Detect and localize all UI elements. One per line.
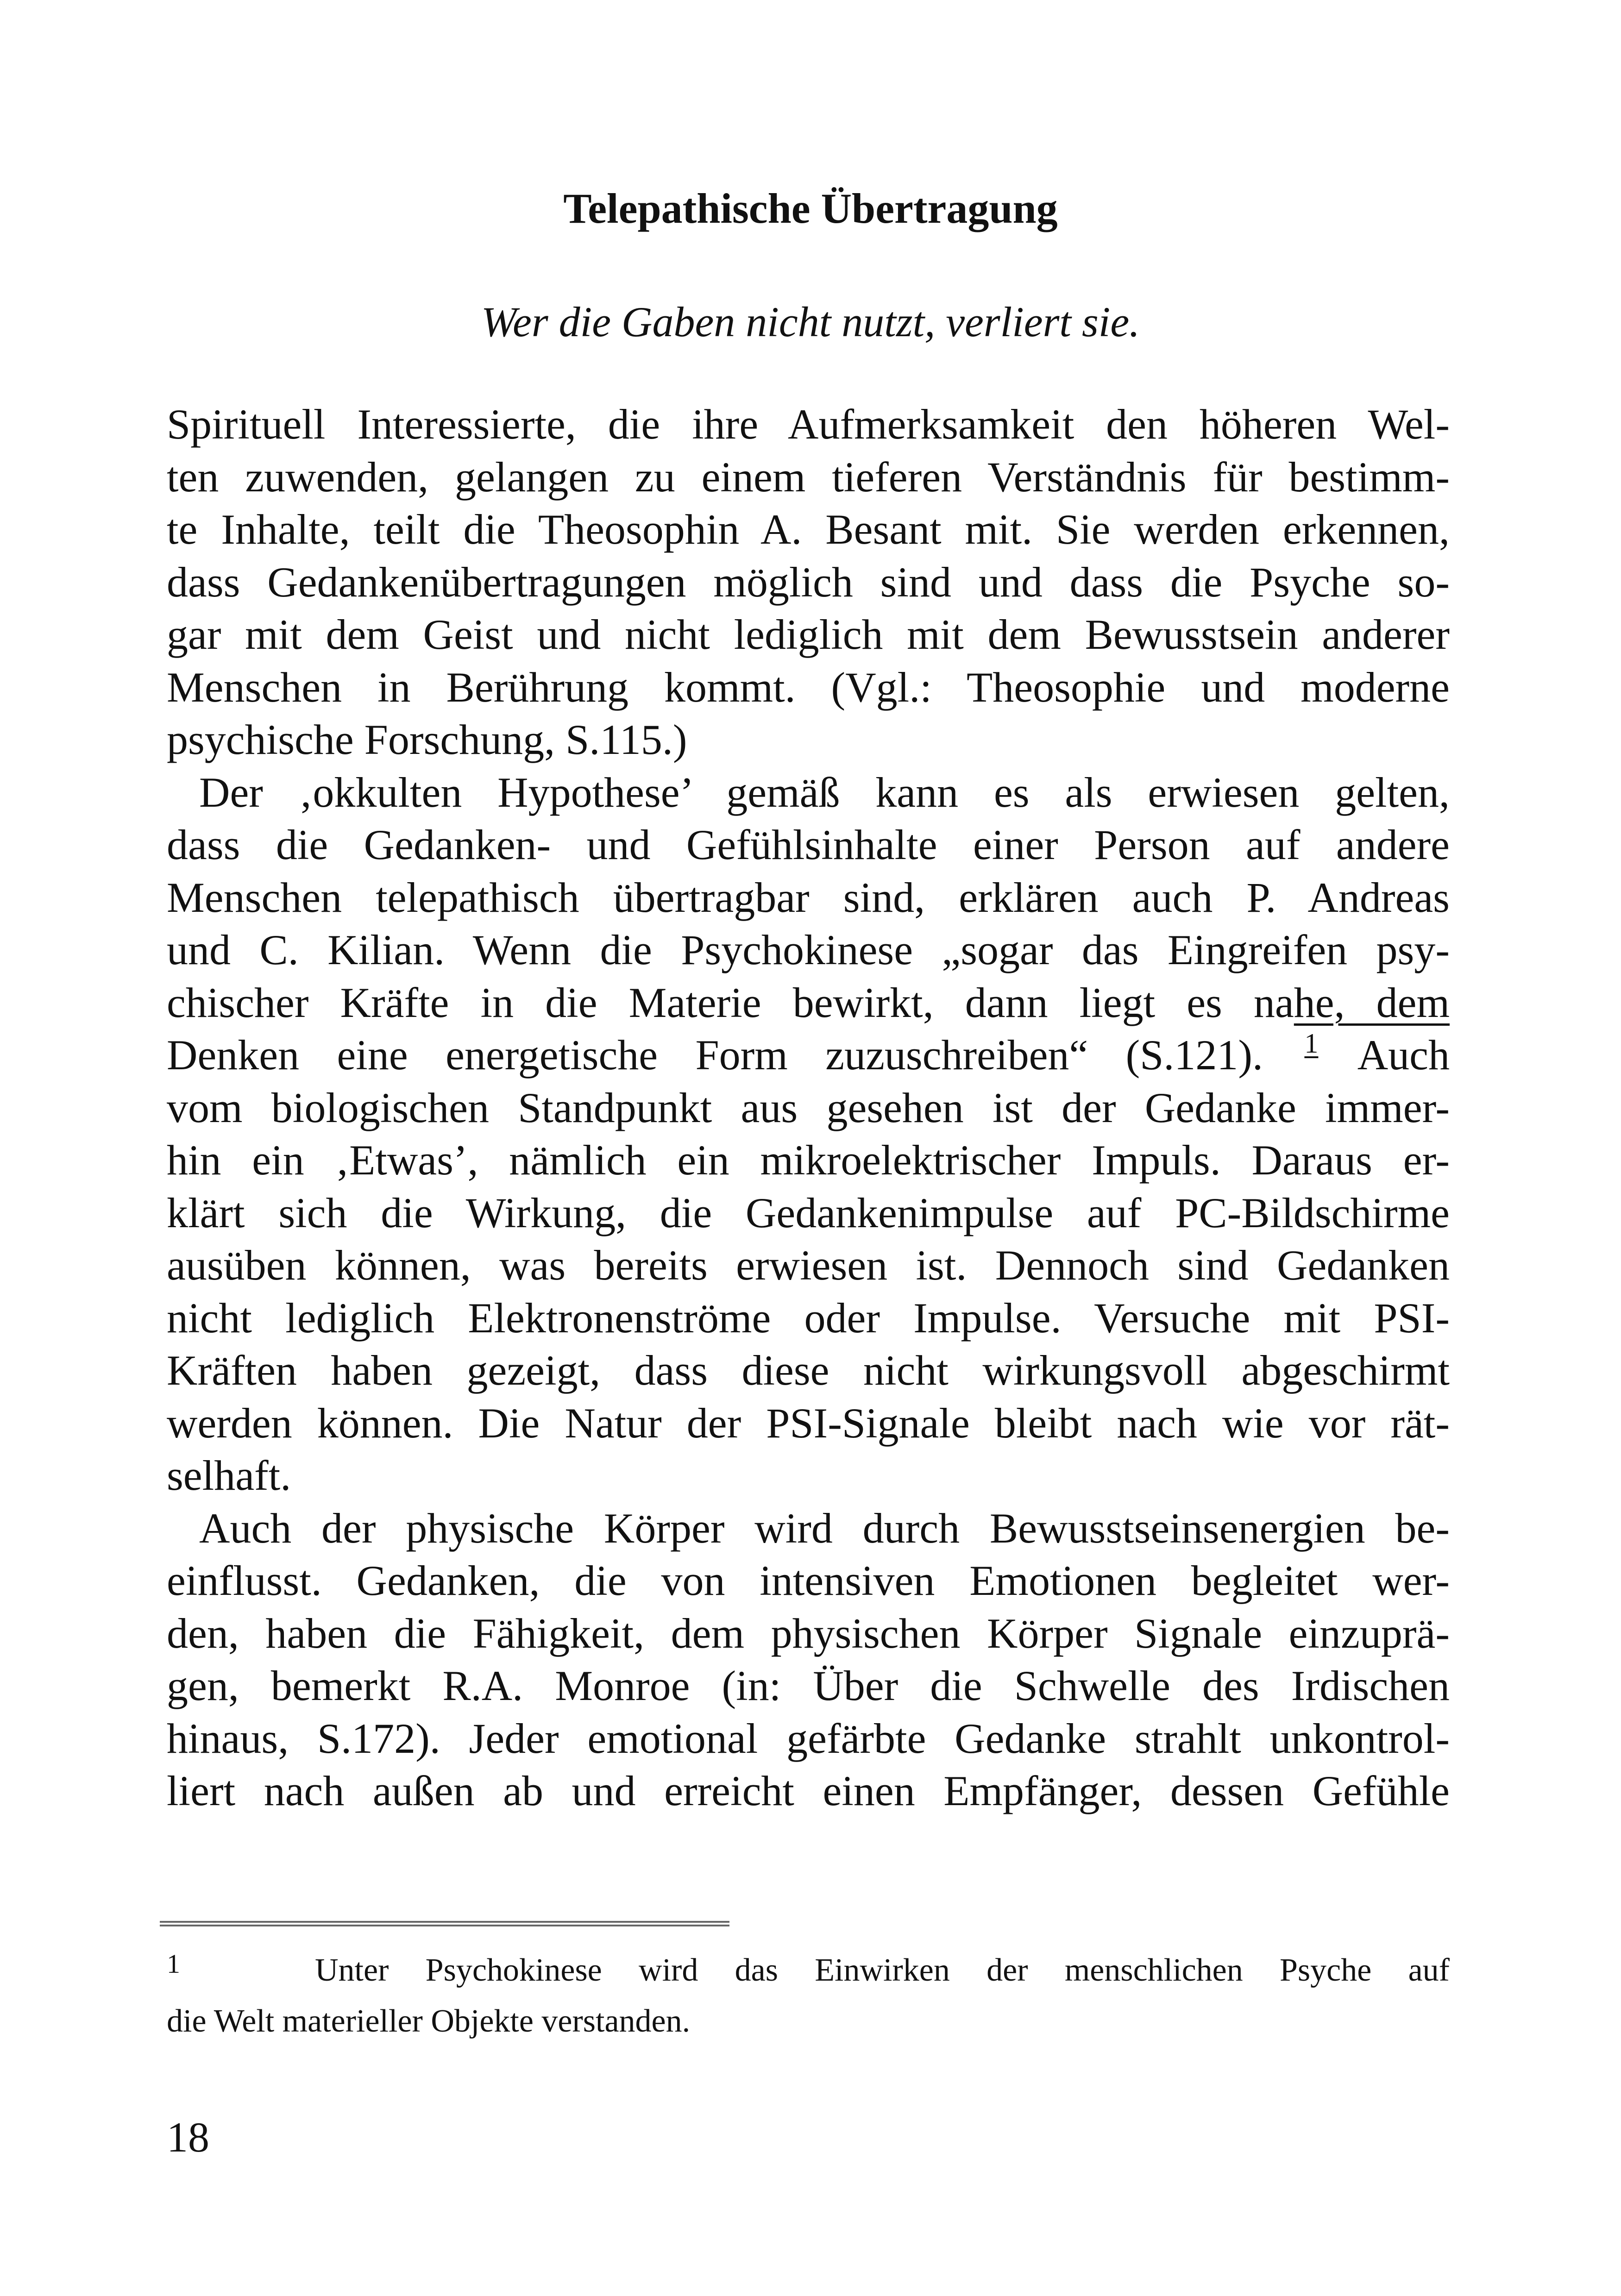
text-line: werden können. Die Natur der PSI-Signale bleibt nach wie vor rät- <box>167 1399 1450 1447</box>
text-line: psychische Forschung, S.115.) <box>167 716 687 763</box>
text-line: liert nach außen ab und erreicht einen Empfänger, dessen Gefühle <box>167 1767 1450 1814</box>
paragraph-1 <box>167 398 1450 766</box>
footnote-marker[interactable]: 1 <box>1304 1028 1319 1059</box>
body-text <box>167 398 1450 1818</box>
underlined-text: he, dem <box>1294 979 1450 1026</box>
text-line: nicht lediglich Elektronenströme oder Impulse. Versuche mit PSI- <box>167 1294 1450 1342</box>
text-line: Kräften haben gezeigt, dass diese nicht wirkungsvoll abgeschirmt <box>167 1347 1450 1394</box>
footnote-number: 1 <box>167 1949 180 1979</box>
text-line: hinaus, S.172). Jeder emotional gefärbte Gedanke strahlt unkontrol- <box>167 1714 1450 1762</box>
paragraph-3 <box>167 1502 1450 1818</box>
text-line: gen, bemerkt R.A. Monroe (in: Über die Schwelle des Irdischen <box>167 1662 1450 1709</box>
text-line: hin ein ‚Etwas’, nämlich ein mikroelektrischer Impuls. Daraus er- <box>167 1136 1450 1184</box>
text-line: te Inhalte, teilt die Theosophin A. Besant mit. Sie werden erkennen, <box>167 506 1450 553</box>
text-line: dass die Gedanken- und Gefühlsinhalte einer Person auf andere <box>167 821 1450 868</box>
footnote-line: die Welt materieller Objekte verstanden. <box>167 2003 691 2039</box>
text-line: Der ‚okkulten Hypothese’ gemäß kann es als erwiesen gelten, <box>199 768 1450 816</box>
text-line-with-underline <box>167 977 1450 1029</box>
paragraph-2 <box>167 766 1450 1502</box>
footnote-separator <box>160 1921 729 1926</box>
text-line: ten zuwenden, gelangen zu einem tieferen Verständnis für bestimm- <box>167 453 1450 501</box>
footnote-line: Unter Psychokinese wird das Einwirken der menschlichen Psyche auf <box>315 1952 1450 1988</box>
text-line: Menschen telepathisch übertragbar sind, erklären auch P. Andreas <box>167 873 1450 921</box>
chapter-motto: Wer die Gaben nicht nutzt, verliert sie. <box>481 298 1140 345</box>
text-segment: chischer Kräfte in die Materie bewirkt, dann liegt es na <box>167 979 1294 1026</box>
text-line: gar mit dem Geist und nicht lediglich mit dem Bewusstsein anderer <box>167 611 1450 658</box>
text-line: den, haben die Fähigkeit, dem physischen Körper Signale einzuprä- <box>167 1609 1450 1657</box>
chapter-title: Telepathische Übertragung <box>563 185 1058 232</box>
text-line: und C. Kilian. Wenn die Psychokinese „sogar das Eingreifen psy- <box>167 926 1450 973</box>
text-line: einflusst. Gedanken, die von intensiven Emotionen begleitet wer- <box>167 1557 1450 1604</box>
footnote <box>167 1945 1450 2047</box>
text-segment: Auch <box>1322 1031 1450 1079</box>
text-line: vom biologischen Standpunkt aus gesehen ist der Gedanke immer- <box>167 1084 1450 1131</box>
text-segment: Denken eine energetische Form zuzuschreiben“ (S.121). <box>167 1031 1301 1079</box>
text-line: ausüben können, was bereits erwiesen ist. Dennoch sind Gedanken <box>167 1242 1450 1289</box>
text-line: Auch der physische Körper wird durch Bewusstseinsenergien be- <box>199 1504 1450 1552</box>
text-line: Menschen in Berührung kommt. (Vgl.: Theosophie und moderne <box>167 663 1450 711</box>
text-line: klärt sich die Wirkung, die Gedankenimpulse auf PC-Bildschirme <box>167 1189 1450 1236</box>
page-number: 18 <box>167 2114 209 2161</box>
text-line: Spirituell Interessierte, die ihre Aufmerksamkeit den höheren Wel- <box>167 401 1450 448</box>
text-line: dass Gedankenübertragungen möglich sind und dass die Psyche so- <box>167 558 1450 606</box>
text-line: selhaft. <box>167 1452 291 1499</box>
text-line-with-footnote <box>167 1029 1450 1082</box>
